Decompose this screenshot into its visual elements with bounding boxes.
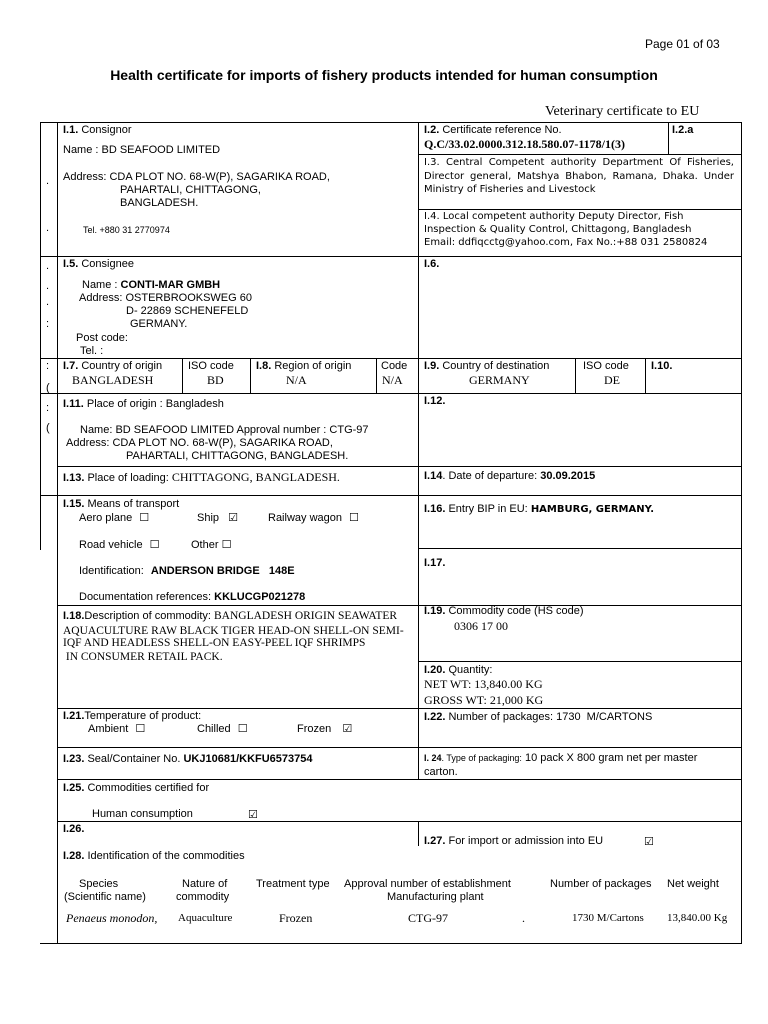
i6-label: I.6. xyxy=(424,258,440,270)
human-consumption-checkbox[interactable]: ☑ xyxy=(248,808,258,821)
cell-nature: Aquaculture xyxy=(178,912,233,924)
commodity-description-2: AQUACULTURE RAW BLACK TIGER HEAD-ON SHELL-ON SEMI- xyxy=(63,625,404,637)
margin-mark: . xyxy=(46,280,50,292)
other-checkbox[interactable]: ☐ xyxy=(221,538,232,551)
cell-treatment: Frozen xyxy=(279,911,313,925)
cell-species: Penaeus monodon, xyxy=(66,911,158,925)
rail-checkbox[interactable]: ☐ xyxy=(349,511,359,524)
consignee-address-3: GERMANY. xyxy=(130,318,188,330)
packaging-type: 10 pack X 800 gram net per master xyxy=(524,752,698,764)
i11-caption: Place of origin : Bangladesh xyxy=(86,398,224,410)
road-label: Road vehicle xyxy=(79,539,143,551)
i16-label: I.16. xyxy=(424,503,446,515)
temp-frozen xyxy=(297,722,352,735)
net-weight: NET WT: 13,840.00 KG xyxy=(424,677,543,691)
page-number: Page 01 of 03 xyxy=(645,37,720,51)
col-header-treatment: Treatment type xyxy=(256,878,330,890)
i21-label: I.21. xyxy=(63,710,85,722)
identification-row xyxy=(79,565,295,577)
i20-label: I.20. xyxy=(424,664,446,676)
i9-heading xyxy=(424,360,549,372)
i11-label: I.11. xyxy=(63,398,84,410)
i28-caption: Identification of the commodities xyxy=(87,850,245,862)
i2-heading xyxy=(424,124,562,136)
i1-caption: Consignor xyxy=(81,124,132,136)
i14-row xyxy=(424,470,595,482)
i16-caption: Entry BIP in EU: xyxy=(448,503,528,515)
i9-label: I.9. xyxy=(424,360,440,372)
i25-caption: Commodities certified for xyxy=(87,782,210,794)
identification-caption: Identification: xyxy=(79,565,144,577)
number-of-packages: 1730 M/CARTONS xyxy=(556,711,653,723)
transport-aero xyxy=(79,511,149,524)
local-authority-line1: I.4. Local competent authority Deputy Director, Fish xyxy=(424,211,684,222)
i26-label: I.26. xyxy=(63,823,85,835)
i22-row xyxy=(424,711,652,723)
i7-heading xyxy=(63,360,162,372)
col-header-species: Species xyxy=(79,878,119,890)
margin-mark: ( xyxy=(46,422,50,434)
consignee-post-code: Post code: xyxy=(76,332,128,344)
i7-label: I.7. xyxy=(63,360,79,372)
import-eu-checkbox[interactable]: ☑ xyxy=(644,835,654,848)
consignee-name: CONTI-MAR GMBH xyxy=(120,279,221,291)
i2-caption: Certificate reference No. xyxy=(442,124,562,136)
i7-iso-caption: ISO code xyxy=(188,360,234,372)
margin-mark: . xyxy=(46,175,50,187)
col-header-species-2: (Scientific name) xyxy=(64,891,146,903)
i2-label: I.2. xyxy=(424,124,440,136)
commodity-description-4: IN CONSUMER RETAIL PACK. xyxy=(63,651,223,663)
cell-net-weight: 13,840.00 Kg xyxy=(667,912,728,924)
i12-label: I.12. xyxy=(424,395,446,407)
page-subtitle: Veterinary certificate to EU xyxy=(545,104,700,119)
i1-label: I.1. xyxy=(63,124,79,136)
ambient-label: Ambient xyxy=(88,723,129,735)
local-authority-line2: Inspection & Quality Control, Chittagong, Bangladesh xyxy=(424,224,692,235)
documentation-row xyxy=(79,591,305,603)
cell-approval: CTG-97 xyxy=(408,911,448,925)
chilled-label: Chilled xyxy=(197,723,231,735)
i5-heading xyxy=(63,258,134,270)
i8-code-caption: Code xyxy=(381,360,408,372)
aero-label: Aero plane xyxy=(79,512,133,524)
col-header-nature-2: commodity xyxy=(176,891,230,903)
date-of-departure: 30.09.2015 xyxy=(540,470,596,482)
i15-heading xyxy=(63,498,179,510)
consignee-address-2: D- 22869 SCHENEFELD xyxy=(126,305,249,317)
ship-checkbox[interactable]: ☑ xyxy=(228,511,238,524)
chilled-checkbox[interactable]: ☐ xyxy=(237,722,248,735)
i21-caption: Temperature of product: xyxy=(84,710,202,722)
margin-mark: ( xyxy=(46,382,50,394)
i18-line1 xyxy=(63,610,397,622)
packaging-type-2: carton. xyxy=(424,766,458,778)
country-of-origin: BANGLADESH xyxy=(72,373,154,387)
margin-mark: : xyxy=(46,318,50,330)
col-header-approval: Approval number of establishment xyxy=(344,878,511,890)
margin-mark: . xyxy=(46,260,50,272)
i15-caption: Means of transport xyxy=(87,498,180,510)
i18-caption: Description of commodity: xyxy=(84,610,211,622)
documentation-caption: Documentation references: xyxy=(79,591,212,603)
i11-heading xyxy=(63,398,224,410)
cell-packages: 1730 M/Cartons xyxy=(572,912,644,924)
i10-label: I.10. xyxy=(651,360,673,372)
i24-row xyxy=(424,752,697,764)
transport-road xyxy=(79,538,160,551)
commodity-description-1: BANGLADESH ORIGIN SEAWATER xyxy=(214,610,398,622)
temp-chilled xyxy=(197,722,248,735)
i22-label: I.22. xyxy=(424,711,446,723)
consignor-address-3: BANGLADESH. xyxy=(120,197,199,209)
commodity-description-3: IQF AND HEADLESS SHELL-ON EASY-PEEL IQF SHRIMPS xyxy=(63,637,366,649)
col-header-approval-2: Manufacturing plant xyxy=(387,891,484,903)
i19-heading xyxy=(424,605,584,617)
i17-label: I.17. xyxy=(424,557,446,569)
i15-label: I.15. xyxy=(63,498,85,510)
i24-label: I. 24 xyxy=(424,753,442,763)
human-consumption-option: Human consumption xyxy=(92,808,193,820)
i22-caption: Number of packages: xyxy=(448,711,554,723)
i13-caption: Place of loading: xyxy=(87,472,169,484)
documentation-value: KKLUCGP021278 xyxy=(214,591,306,603)
consignee-address-1: Address: OSTERBROOKSWEG 60 xyxy=(79,292,252,304)
cell-dot: . xyxy=(522,911,525,925)
transport-other xyxy=(191,538,231,551)
identification-value: ANDERSON BRIDGE 148E xyxy=(150,565,295,577)
place-of-origin-line3: PAHARTALI, CHITTAGONG, BANGLADESH. xyxy=(126,450,349,462)
i8-heading xyxy=(256,360,351,372)
margin-mark: : xyxy=(46,360,50,372)
i7-iso-value: BD xyxy=(207,373,224,387)
i14-caption: . Date of departure: xyxy=(442,470,538,482)
col-header-nature: Nature of xyxy=(182,878,228,890)
i19-label: I.19. xyxy=(424,605,446,617)
col-header-packages: Number of packages xyxy=(550,878,652,890)
i13-row xyxy=(63,470,340,485)
i8-label: I.8. xyxy=(256,360,272,372)
i7-caption: Country of origin xyxy=(81,360,163,372)
margin-mark: . xyxy=(46,222,50,234)
i28-label: I.28. xyxy=(63,850,85,862)
i27-row xyxy=(424,835,603,847)
i13-label: I.13. xyxy=(63,472,85,484)
i9-caption: Country of destination xyxy=(442,360,550,372)
gross-weight: GROSS WT: 21,000 KG xyxy=(424,693,544,707)
i1-heading xyxy=(63,124,132,136)
country-of-destination: GERMANY xyxy=(469,373,530,387)
i2a-label: I.2.a xyxy=(672,124,694,136)
i5-label: I.5. xyxy=(63,258,79,270)
i8-caption: Region of origin xyxy=(274,360,352,372)
consignor-name: Name : BD SEAFOOD LIMITED xyxy=(63,144,221,156)
i25-heading xyxy=(63,782,209,794)
i9-iso-caption: ISO code xyxy=(583,360,629,372)
transport-ship xyxy=(197,511,238,524)
i19-caption: Commodity code (HS code) xyxy=(448,605,584,617)
i23-row xyxy=(63,753,313,765)
other-label: Other xyxy=(191,539,219,551)
place-of-origin-line2: Address: CDA PLOT NO. 68-W(P), SAGARIKA ROAD, xyxy=(66,437,333,449)
entry-bip: HAMBURG, GERMANY. xyxy=(530,504,654,515)
col-header-net-weight: Net weight xyxy=(667,878,719,890)
i27-label: I.27. xyxy=(424,835,446,847)
ship-label: Ship xyxy=(197,512,220,524)
local-authority-line3: Email: ddfiqcctg@yahoo.com, Fax No.:+88 031 2580824 xyxy=(424,237,708,248)
i16-row xyxy=(424,503,654,515)
margin-mark: : xyxy=(46,402,50,414)
temp-ambient xyxy=(88,722,145,735)
certificate-reference: Q.C/33.02.0000.312.18.580.07-1178/1(3) xyxy=(424,137,625,151)
i23-label: I.23. xyxy=(63,753,85,765)
central-authority: I.3. Central Competent authority Department Of Fisheries, Director general, Matshya Bhabon, Ramana, Dhaka. Under Ministry of Fisheries and Livestock xyxy=(424,157,734,195)
consignor-address-2: PAHARTALI, CHITTAGONG, xyxy=(120,184,261,196)
seal-container-no: UKJ10681/KKFU6573754 xyxy=(183,753,313,765)
consignor-tel: Tel. +880 31 2770974 xyxy=(83,225,170,235)
ambient-checkbox[interactable]: ☐ xyxy=(135,722,146,735)
place-of-origin-line1: Name: BD SEAFOOD LIMITED Approval number : CTG-97 xyxy=(80,424,369,436)
i5-caption: Consignee xyxy=(81,258,134,270)
consignor-address-1: Address: CDA PLOT NO. 68-W(P), SAGARIKA ROAD, xyxy=(63,171,330,183)
i9-iso-value: DE xyxy=(604,373,620,387)
hs-code: 0306 17 00 xyxy=(454,619,508,633)
place-of-loading: CHITTAGONG, BANGLADESH. xyxy=(171,470,340,484)
page-title: Health certificate for imports of fishery products intended for human consumption xyxy=(110,67,658,83)
i25-label: I.25. xyxy=(63,782,85,794)
road-checkbox[interactable]: ☐ xyxy=(149,538,160,551)
i20-heading xyxy=(424,664,493,676)
consignee-name-row xyxy=(82,279,220,291)
frozen-label: Frozen xyxy=(297,723,332,735)
consignee-tel: Tel. : xyxy=(80,345,104,357)
i8-code-value: N/A xyxy=(382,373,403,387)
i24-caption: . Type of packaging: xyxy=(441,753,522,763)
margin-mark: . xyxy=(46,296,50,308)
frozen-checkbox[interactable]: ☑ xyxy=(342,722,353,735)
i23-caption: Seal/Container No. xyxy=(87,753,181,765)
i28-heading xyxy=(63,850,245,862)
region-of-origin: N/A xyxy=(286,373,307,387)
rail-label: Railway wagon xyxy=(268,512,342,524)
i18-label: I.18. xyxy=(63,610,85,622)
i27-caption: For import or admission into EU xyxy=(448,835,604,847)
transport-rail xyxy=(268,511,359,524)
i20-caption: Quantity: xyxy=(448,664,493,676)
i21-heading xyxy=(63,710,201,722)
aero-checkbox[interactable]: ☐ xyxy=(139,511,150,524)
i14-label: I.14 xyxy=(424,470,443,482)
consignee-name-prefix: Name : xyxy=(82,279,118,291)
